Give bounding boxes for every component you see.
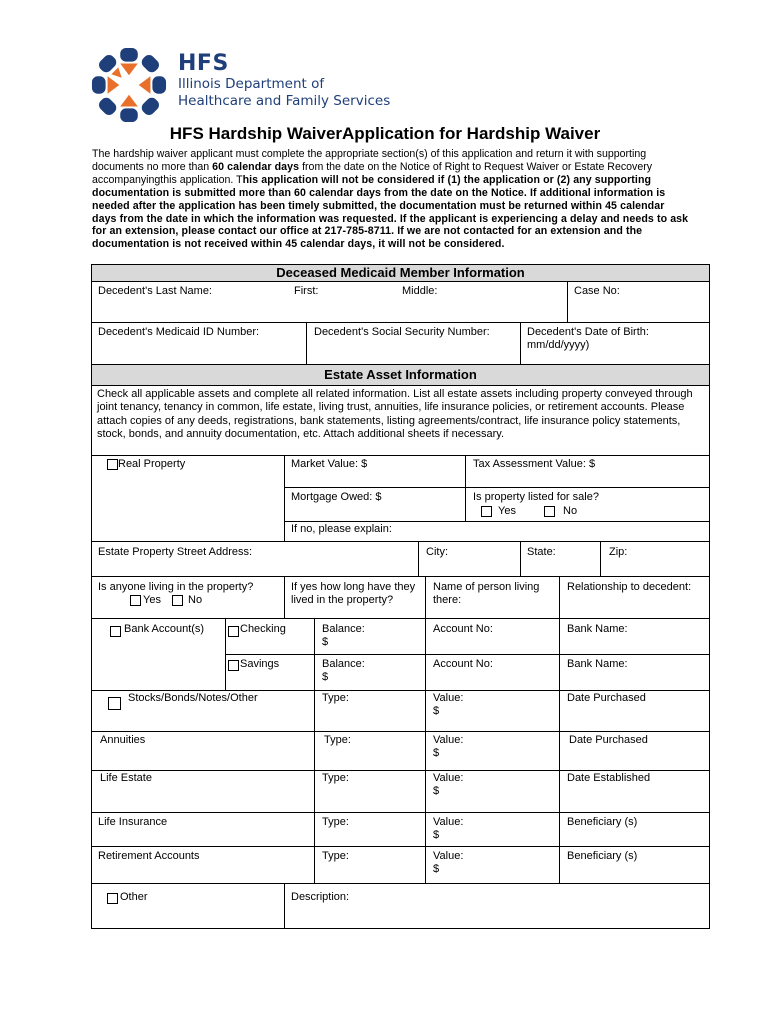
row-divider (91, 883, 710, 884)
living-no-checkbox[interactable] (172, 595, 183, 606)
page-title: HFS Hardship WaiverApplication for Hardship Waiver (169, 124, 601, 143)
life-estate-value-dollar: $ (433, 785, 440, 797)
listed-yes-checkbox[interactable] (481, 506, 492, 517)
person-living-label-2: there: (433, 594, 462, 606)
other-label: Other (120, 891, 148, 903)
life-estate-date-established-label[interactable]: Date Established (567, 772, 651, 784)
col-divider (314, 618, 315, 883)
row-divider (284, 521, 710, 522)
retirement-beneficiary-label[interactable]: Beneficiary (s) (567, 850, 638, 862)
relationship-label[interactable]: Relationship to decedent: (567, 581, 692, 593)
if-no-explain-label[interactable]: If no, please explain: (291, 523, 392, 535)
bank-accounts-checkbox[interactable] (110, 626, 121, 637)
row-divider (91, 846, 710, 847)
retirement-type-label[interactable]: Type: (322, 850, 349, 862)
living-yes-checkbox[interactable] (130, 595, 141, 606)
life-insurance-value-dollar: $ (433, 829, 440, 841)
how-long-label-2: lived in the property? (291, 594, 394, 606)
retirement-value-label[interactable]: Value: (433, 850, 464, 862)
dob-label[interactable]: Decedent's Date of Birth: (527, 326, 649, 338)
annuities-value-label[interactable]: Value: (433, 734, 464, 746)
stocks-checkbox[interactable] (108, 697, 121, 710)
life-insurance-value-label[interactable]: Value: (433, 816, 464, 828)
savings-balance-label[interactable]: Balance: (322, 658, 365, 670)
savings-balance-dollar: $ (322, 671, 329, 683)
state-label[interactable]: State: (527, 546, 556, 558)
row-divider (284, 487, 710, 488)
retirement-value-dollar: $ (433, 863, 440, 875)
stocks-date-purchased-label[interactable]: Date Purchased (567, 692, 646, 704)
tax-assessment-label[interactable]: Tax Assessment Value: $ (473, 458, 596, 470)
living-no-label: No (188, 594, 203, 606)
stocks-value-dollar: $ (433, 705, 440, 717)
listed-for-sale-label: Is property listed for sale? (473, 491, 599, 503)
checking-account-no-label[interactable]: Account No: (433, 623, 493, 635)
zip-label[interactable]: Zip: (609, 546, 628, 558)
bank-accounts-label: Bank Account(s) (124, 623, 205, 635)
annuities-type-label[interactable]: Type: (324, 734, 351, 746)
checking-balance-label[interactable]: Balance: (322, 623, 365, 635)
col-divider (559, 576, 560, 883)
annuities-label: Annuities (100, 734, 146, 746)
stocks-label: Stocks/Bonds/Notes/Other (128, 692, 258, 704)
life-insurance-type-label[interactable]: Type: (322, 816, 349, 828)
listed-no-label: No (563, 505, 578, 517)
hfs-logo-icon (90, 46, 168, 124)
dob-format: mm/dd/yyyy) (527, 339, 590, 351)
life-estate-value-label[interactable]: Value: (433, 772, 464, 784)
annuities-date-purchased-label[interactable]: Date Purchased (569, 734, 648, 746)
annuities-value-dollar: $ (433, 747, 440, 759)
col-divider (465, 455, 466, 521)
last-name-label[interactable]: Decedent's Last Name: (98, 285, 212, 297)
checking-checkbox[interactable] (228, 626, 239, 637)
col-divider (520, 322, 521, 364)
checking-bank-name-label[interactable]: Bank Name: (567, 623, 628, 635)
row-divider (91, 618, 710, 619)
estate-instructions: Check all applicable assets and complete all related information. List all estate assets including property conveyed through joint tenancy, tenancy in common, life estate, living trust, annuities, life insurance policies, or retirement accounts. Please attach copies of any deeds, registrations, bank statements, listing agreements/contract, life insurance policy statements, stock, bonds, and annuity documentation, etc. Attach additional sheets if necessary. (97, 388, 693, 440)
row-divider (91, 690, 710, 691)
street-address-label[interactable]: Estate Property Street Address: (98, 546, 253, 558)
intro-text-2: from the date on the Notice of Right to Request Waiver or Estate Recovery accompanyingthis application. T (92, 160, 653, 186)
row-divider (91, 812, 710, 813)
other-checkbox[interactable] (107, 893, 118, 904)
listed-no-checkbox[interactable] (544, 506, 555, 517)
col-divider (225, 618, 226, 690)
col-divider (418, 541, 419, 576)
col-divider (567, 282, 568, 322)
row-divider (91, 731, 710, 732)
stocks-type-label[interactable]: Type: (322, 692, 349, 704)
case-no-label[interactable]: Case No: (574, 285, 620, 297)
intro-bold-1: 60 calendar days (212, 160, 300, 173)
col-divider (284, 576, 285, 618)
real-property-label: Real Property (118, 458, 186, 470)
row-divider (91, 576, 710, 577)
first-name-label[interactable]: First: (294, 285, 319, 297)
col-divider (425, 576, 426, 883)
org-line-1: Illinois Department of (178, 76, 325, 92)
intro-bold-2: his application will not be considered if (1) the application or (2) any supporting documentation is submitted more than 60 calendar days from the date on the Notice. If additional information is needed after the application has been timely submitted, the documentation must be returned within 45 calendar days from the date in which the information was requested. If the applicant is experiencing a delay and needs to ask for an extension, please contact our office at 217-785-8711. If we are not contacted for an extension and the documentation is not received within 45 calendar days, it will not be considered. (92, 173, 689, 251)
col-divider (306, 322, 307, 364)
checking-balance-dollar: $ (322, 636, 329, 648)
market-value-label[interactable]: Market Value: $ (291, 458, 368, 470)
col-divider (600, 541, 601, 576)
row-divider (91, 455, 710, 456)
ssn-label[interactable]: Decedent's Social Security Number: (314, 326, 490, 338)
col-divider (520, 541, 521, 576)
org-line-2: Healthcare and Family Services (178, 93, 391, 109)
description-label[interactable]: Description: (291, 891, 350, 903)
intro-paragraph (92, 148, 692, 251)
living-yes-label: Yes (143, 594, 161, 606)
how-long-label[interactable]: If yes how long have they (291, 581, 416, 593)
intro-text-1: The hardship waiver applicant must complete the appropriate section(s) of this application and return it with supporting documents no more than (92, 148, 647, 173)
listed-yes-label: Yes (498, 505, 516, 517)
col-divider (284, 455, 285, 541)
mortgage-owed-label[interactable]: Mortgage Owed: $ (291, 491, 382, 503)
person-living-label[interactable]: Name of person living (433, 581, 540, 593)
row-divider (91, 770, 710, 771)
life-estate-label: Life Estate (100, 772, 152, 784)
savings-label: Savings (240, 658, 280, 670)
savings-bank-name-label[interactable]: Bank Name: (567, 658, 628, 670)
city-label[interactable]: City: (426, 546, 448, 558)
medicaid-id-label[interactable]: Decedent's Medicaid ID Number: (98, 326, 260, 338)
retirement-label: Retirement Accounts (98, 850, 200, 862)
row-divider (91, 541, 710, 542)
stocks-value-label[interactable]: Value: (433, 692, 464, 704)
anyone-living-label: Is anyone living in the property? (98, 581, 254, 593)
org-abbr: HFS (178, 51, 229, 76)
col-divider (284, 883, 285, 929)
savings-checkbox[interactable] (228, 660, 239, 671)
checking-label: Checking (240, 623, 286, 635)
savings-account-no-label[interactable]: Account No: (433, 658, 493, 670)
section-heading-deceased: Deceased Medicaid Member Information (91, 264, 710, 282)
middle-name-label[interactable]: Middle: (402, 285, 438, 297)
life-insurance-beneficiary-label[interactable]: Beneficiary (s) (567, 816, 638, 828)
life-estate-type-label[interactable]: Type: (322, 772, 349, 784)
row-divider (91, 322, 710, 323)
section-heading-estate: Estate Asset Information (91, 364, 710, 386)
real-property-checkbox[interactable] (107, 459, 118, 470)
row-divider (225, 654, 710, 655)
life-insurance-label: Life Insurance (98, 816, 168, 828)
org-name (178, 52, 390, 110)
